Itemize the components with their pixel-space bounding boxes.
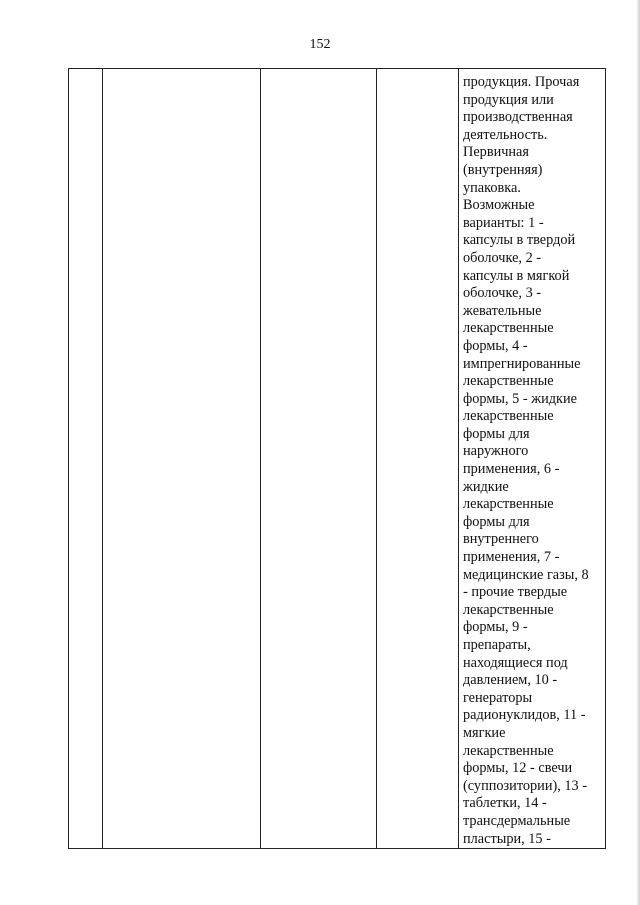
table-cell-2 <box>103 69 261 849</box>
table-cell-4 <box>377 69 459 849</box>
table-cell-5 <box>459 69 606 849</box>
product-description-text: продукция. Прочая продукция или производственная деятельность. Первичная (внутренняя) упаковка. Возможные варианты: 1 - капсулы в твердой оболочке, 2 - капсулы в мягкой оболочке, 3 - жевательные лекарственные формы, 4 - импрегнированные лекарственные формы, 5 - жидкие лекарственные формы для наружного применения, 6 - жидкие лекарственные формы для внутреннего применения, 7 - медицинские газы, 8 - прочие твердые лекарственные формы, 9 - препараты, находящиеся под давлением, 10 - генераторы радионуклидов, 11 - мягкие лекарственные формы, 12 - свечи (суппозитории), 13 - таблетки, 14 - трансдермальные пластыри, 15 - <box>463 74 589 847</box>
page-number: 152 <box>309 37 331 52</box>
table-cell-3 <box>261 69 377 849</box>
document-table <box>68 68 606 849</box>
table-cell-1 <box>69 69 103 849</box>
table-row <box>69 69 606 849</box>
